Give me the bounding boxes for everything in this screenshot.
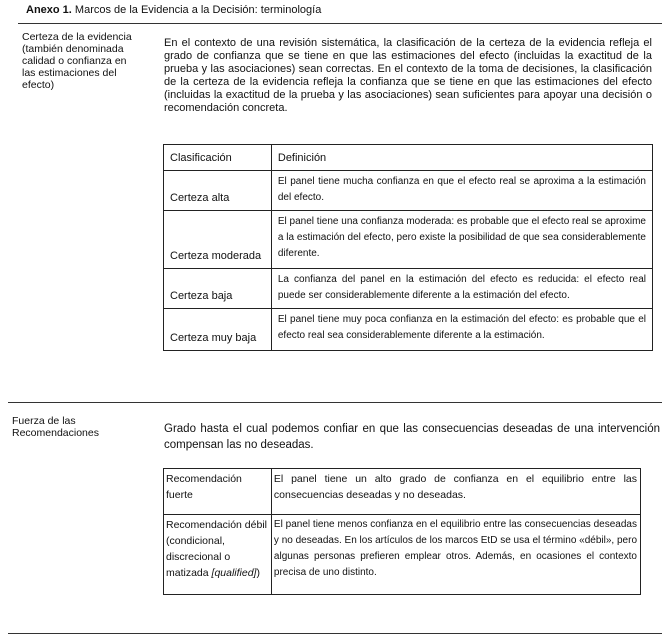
row-definition: La confianza del panel en la estimación del efecto es reducida: el efecto real puede ser considerablemente diferente a la estimación del efecto.: [271, 269, 652, 309]
certainty-table: [163, 144, 653, 351]
table-row: [164, 269, 653, 309]
top-rule: [18, 23, 662, 24]
certainty-table-header: [164, 145, 653, 171]
table-row: [164, 309, 653, 351]
row-definition: El panel tiene una confianza moderada: es probable que el efecto real se aproxime a la estimación del efecto, pero existe la posibilidad de que sea considerablemente diferente.: [271, 211, 652, 269]
strength-label: Fuerza de las Recomendaciones: [12, 415, 99, 439]
table-row: [164, 211, 653, 269]
row-classification: Certeza baja: [164, 269, 272, 309]
row-definition: El panel tiene mucha confianza en que el efecto real se aproxima a la estimación del efecto.: [271, 171, 652, 211]
row-classification: Certeza alta: [164, 171, 272, 211]
row-classification: Certeza moderada: [164, 211, 272, 269]
header-classification: Clasificación: [164, 145, 272, 171]
table-row: [164, 515, 641, 595]
table-row: [164, 171, 653, 211]
row-definition: El panel tiene un alto grado de confianza en el equilibrio entre las consecuencias deseadas y no deseadas.: [271, 469, 640, 515]
row-name: Recomendación fuerte: [164, 469, 272, 515]
strength-table: [163, 468, 641, 595]
annex-title: Anexo 1. Marcos de la Evidencia a la Decisión: terminología: [26, 4, 322, 16]
section-rule: [8, 402, 662, 403]
header-definition: Definición: [271, 145, 652, 171]
row-classification: Certeza muy baja: [164, 309, 272, 351]
certainty-paragraph: En el contexto de una revisión sistemática, la clasificación de la certeza de la evidencia refleja el grado de confianza que se tiene en que las estimaciones del efecto (incluidas la exactitud de la prueba y las asociaciones) sean correctas. En el contexto de la toma de decisiones, la clasificación de la certeza de la evidencia refleja la confianza que se tiene en que las estimaciones del efecto (incluidas la exactitud de la prueba y las asociaciones) sean suficientes para apoyar una decisión o recomendación concreta.: [164, 37, 652, 114]
row-definition: El panel tiene menos confianza en el equilibrio entre las consecuencias deseadas y no deseadas. En los artículos de los marcos EtD se usa el término «débil», pero algunas personas prefieren emplear otros. Además, en ocasiones el contexto precisa de uno distinto.: [271, 515, 640, 595]
row-name: Recomendación débil (condicional, discrecional o matizada [qualified]): [164, 515, 272, 595]
strength-paragraph: Grado hasta el cual podemos confiar en que las consecuencias deseadas de una intervención compensan las no deseadas.: [164, 423, 660, 451]
bottom-rule: [8, 633, 662, 634]
table-row: [164, 469, 641, 515]
certainty-label: Certeza de la evidencia (también denominada calidad o confianza en las estimaciones del efecto): [22, 31, 132, 91]
row-definition: El panel tiene muy poca confianza en la estimación del efecto: es probable que el efecto real sea considerablemente diferente a la estimación.: [271, 309, 652, 351]
